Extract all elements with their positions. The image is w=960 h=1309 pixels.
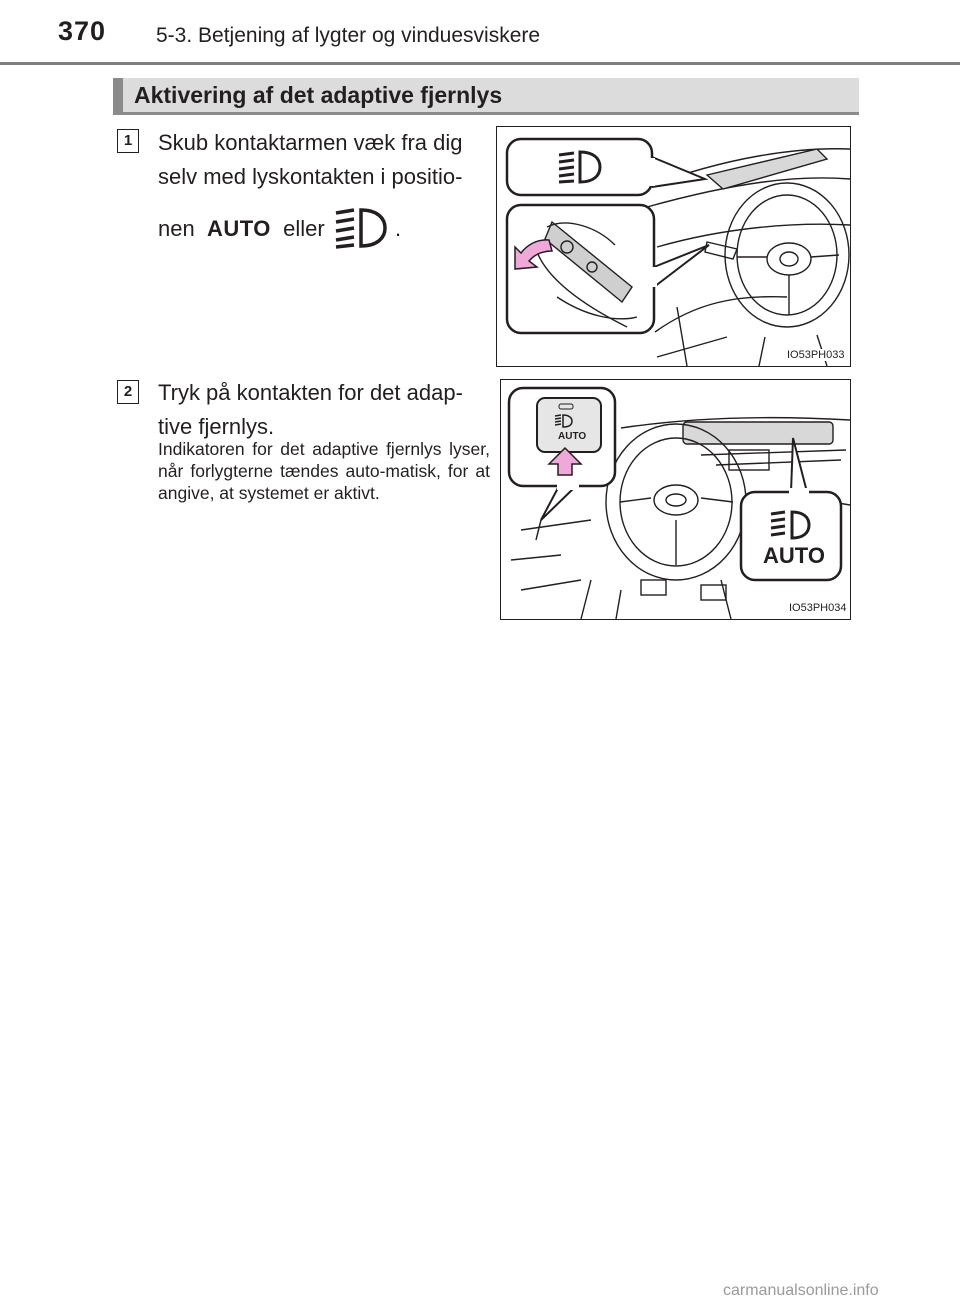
figure-1-illustration — [497, 127, 850, 366]
step-2-line-1: Tryk på kontakten for det adap- — [158, 380, 463, 405]
step-1-line-3 — [158, 206, 490, 260]
auto-position-label: AUTO — [206, 216, 271, 241]
step-1-line-3-end: . — [394, 216, 402, 241]
step-1-line-2: selv med lyskontakten i positio- — [158, 164, 463, 189]
step-1-line-3-start: nen — [158, 216, 195, 241]
figure-1-code: IO53PH033 — [787, 349, 845, 361]
step-1-badge: 1 — [117, 129, 139, 153]
page-number: 370 — [58, 16, 107, 46]
step-2-text — [158, 376, 490, 444]
figure-2-button-label: AUTO — [558, 431, 587, 442]
high-beam-icon — [331, 206, 389, 260]
figure-2-indicator-label: AUTO — [763, 543, 825, 568]
figure-2-illustration — [501, 380, 850, 619]
step-1-text — [158, 126, 490, 260]
step-2-line-2: tive fjernlys. — [158, 414, 275, 439]
figure-2-code: IO53PH034 — [789, 602, 847, 614]
figure-1-headlight-lever — [496, 126, 851, 367]
header-section-title: 5-3. Betjening af lygter og vinduesviskere — [156, 24, 541, 47]
section-heading — [113, 78, 859, 115]
step-1-line-1: Skub kontaktarmen væk fra dig — [158, 130, 463, 155]
step-2-badge: 2 — [117, 380, 139, 404]
step-1-line-3-middle: eller — [283, 216, 325, 241]
header-divider — [0, 62, 960, 65]
site-watermark: carmanualsonline.info — [723, 1282, 879, 1299]
figure-2-adaptive-switch — [500, 379, 851, 620]
step-2-note: Indikatoren for det adaptive fjernlys lyser, når forlygterne tændes auto-matisk, for at angive, at systemet er aktivt. — [158, 439, 490, 503]
section-heading-text: Aktivering af det adaptive fjernlys — [134, 82, 503, 108]
